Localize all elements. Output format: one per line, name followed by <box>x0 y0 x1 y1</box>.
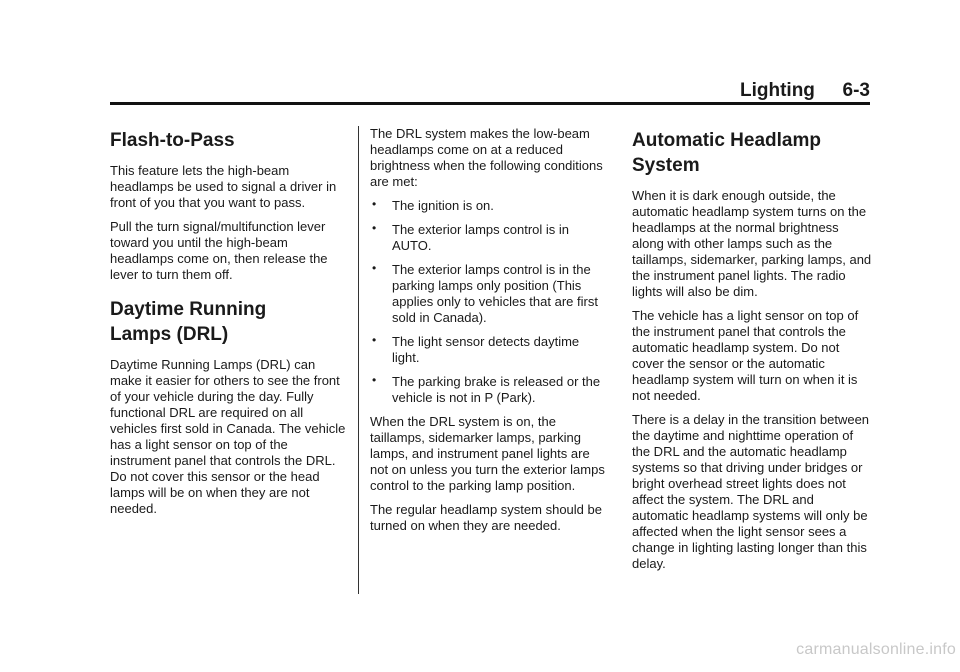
bullet-icon: • <box>372 333 377 347</box>
column-middle <box>370 126 610 542</box>
list-item <box>370 374 610 406</box>
bullet-icon: • <box>372 261 377 275</box>
list-item-text: The ignition is on. <box>392 198 494 213</box>
bullet-icon: • <box>372 221 377 235</box>
automatic-headlamp-heading <box>632 128 872 178</box>
drl-paragraph-1: Daytime Running Lamps (DRL) can make it easier for others to see the front of your vehicle during the day. Fully functional DRL are required on all vehicles first sold in Canada. The vehicle has a light sensor on top of the instrument panel that controls the DRL. Do not cover this sensor or the head lamps will be on when they are not needed. <box>110 357 346 516</box>
watermark: carmanualsonline.info <box>796 641 956 658</box>
flash-to-pass-paragraph-2: Pull the turn signal/multifunction lever toward you until the high-beam headlamps come on, then release the lever to turn them off. <box>110 219 328 282</box>
automatic-headlamp-paragraph-3: There is a delay in the transition between the daytime and nighttime operation of the DRL and the automatic headlamp systems so that driving under bridges or bright overhead street lights does not affect the system. The DRL and automatic headlamp systems will only be affected when the light sensor sees a change in lighting lasting longer than this delay. <box>632 412 870 571</box>
list-item <box>370 262 610 326</box>
column-right <box>632 126 872 580</box>
list-item-text: The exterior lamps control is in the parking lamps only position (This applies only to vehicles that are first sold in Canada). <box>392 262 598 325</box>
list-item <box>370 198 610 214</box>
automatic-headlamp-heading-line-1: Automatic Headlamp <box>632 130 821 151</box>
column-divider <box>358 126 359 594</box>
drl-heading <box>110 297 350 347</box>
drl-after-paragraph-2: The regular headlamp system should be turned on when they are needed. <box>370 502 602 533</box>
section-title: Lighting <box>740 80 815 101</box>
list-item <box>370 222 610 254</box>
header-rule <box>110 102 870 105</box>
flash-to-pass-heading: Flash-to-Pass <box>110 130 235 151</box>
column-left <box>110 126 350 525</box>
drl-heading-line-2: Lamps (DRL) <box>110 324 229 345</box>
automatic-headlamp-paragraph-2: The vehicle has a light sensor on top of the instrument panel that controls the automatic headlamp system. Do not cover the sensor or the automatic headlamp system will turn on when it is not needed. <box>632 308 859 403</box>
list-item-text: The exterior lamps control is in AUTO. <box>392 222 570 253</box>
drl-conditions-list <box>370 198 610 406</box>
list-item <box>370 334 610 366</box>
drl-after-paragraph-1: When the DRL system is on, the taillamps, sidemarker lamps, parking lamps, and instrument panel lights are not on unless you turn the exterior lamps control to the parking lamp position. <box>370 414 605 493</box>
flash-to-pass-paragraph-1: This feature lets the high-beam headlamps be used to signal a driver in front of you that you want to pass. <box>110 163 337 210</box>
page-number: 6-3 <box>842 80 870 101</box>
bullet-icon: • <box>372 373 377 387</box>
list-item-text: The light sensor detects daytime light. <box>392 334 580 365</box>
bullet-icon: • <box>372 197 377 211</box>
automatic-headlamp-heading-line-2: System <box>632 155 700 176</box>
list-item-text: The parking brake is released or the vehicle is not in P (Park). <box>392 374 601 405</box>
drl-conditions-intro: The DRL system makes the low-beam headlamps come on at a reduced brightness when the following conditions are met: <box>370 126 603 189</box>
drl-heading-line-1: Daytime Running <box>110 299 267 320</box>
automatic-headlamp-paragraph-1: When it is dark enough outside, the automatic headlamp system turns on the headlamps at the normal brightness along with other lamps such as the taillamps, sidemarker, parking lamps, and the instrument panel lights. The radio lights will also be dim. <box>632 188 872 299</box>
